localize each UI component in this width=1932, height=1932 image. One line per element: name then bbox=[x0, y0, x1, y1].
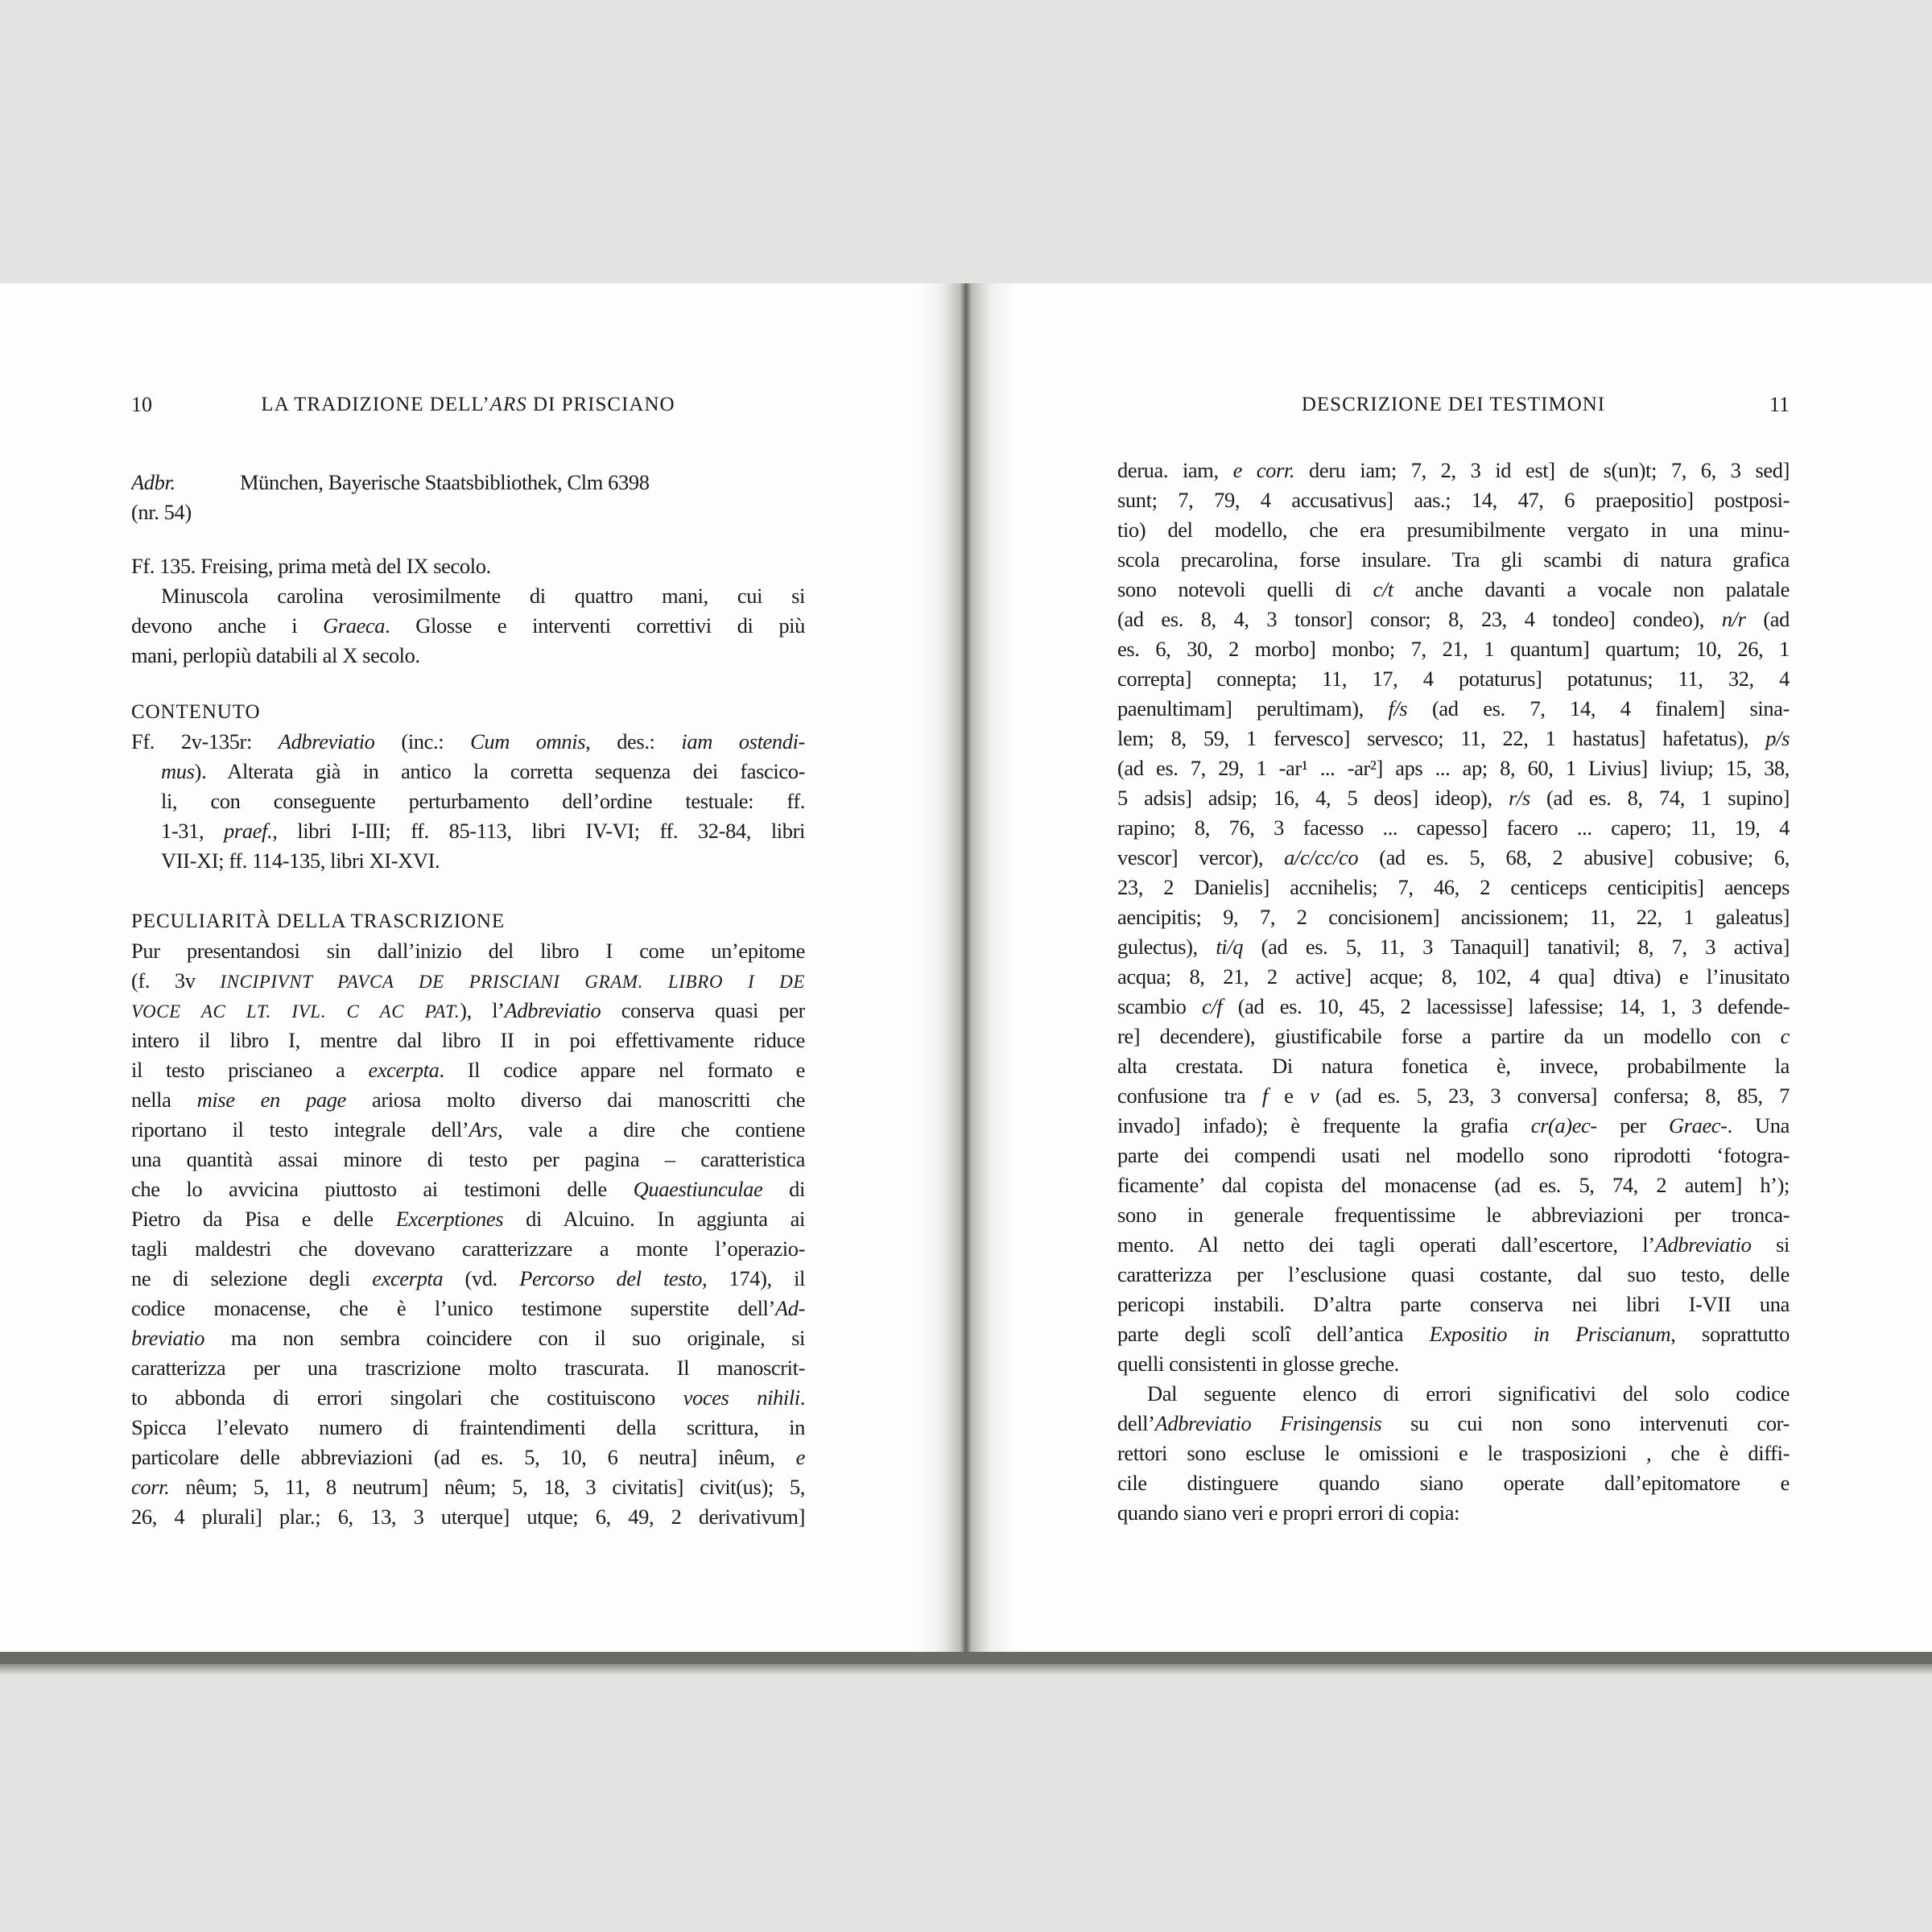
text-segment: mani, perlopiù databili al X secolo. bbox=[131, 643, 420, 667]
text-segment: derua. iam, bbox=[1117, 458, 1233, 482]
text-line bbox=[1117, 664, 1790, 694]
text-line bbox=[131, 1413, 805, 1443]
text-line bbox=[131, 846, 805, 876]
text-line bbox=[1117, 992, 1790, 1022]
text-segment: sono in generale frequentissime le abbreviazioni per tronca- bbox=[1117, 1203, 1790, 1227]
text-segment: riportano il testo integrale dell’ bbox=[131, 1117, 469, 1141]
text-line bbox=[131, 1145, 805, 1174]
text-segment: 1-31, bbox=[161, 819, 225, 843]
text-segment: (ad es. 10, 45, 2 lacessisse] lafessise; 14, 1, 3 defende- bbox=[1222, 994, 1790, 1018]
text-line bbox=[131, 1383, 805, 1413]
italic-text-segment: c/t bbox=[1373, 577, 1393, 601]
text-segment: . bbox=[799, 1385, 805, 1410]
text-line bbox=[131, 757, 805, 786]
text-segment: acqua; 8, 21, 2 active] acque; 8, 102, 4 qua] dtiva) e l’inusitato bbox=[1117, 964, 1790, 989]
text-line bbox=[131, 1115, 805, 1145]
text-segment: tio) del modello, che era presumibilmente vergato in una minu- bbox=[1117, 518, 1790, 542]
italic-text-segment: Percorso del testo bbox=[519, 1266, 703, 1290]
text-line bbox=[1117, 1022, 1790, 1051]
italic-text-segment: v bbox=[1309, 1084, 1319, 1108]
text-line bbox=[1117, 694, 1790, 724]
section-heading bbox=[131, 697, 805, 727]
text-segment: (ad es. 5, 23, 3 conversa] confersa; 8, 85, 7 bbox=[1319, 1084, 1790, 1108]
text-segment: dell’ bbox=[1117, 1411, 1155, 1435]
text-segment: gulectus), bbox=[1117, 935, 1216, 959]
text-segment: cile distinguere quando siano operate dall’epitomatore e bbox=[1117, 1471, 1790, 1495]
text-block bbox=[131, 468, 805, 527]
text-segment: invado] infado); è frequente la grafia bbox=[1117, 1113, 1531, 1137]
text-line bbox=[131, 1294, 805, 1323]
text-block bbox=[131, 906, 805, 1532]
italic-text-segment: c bbox=[1780, 1024, 1790, 1048]
text-segment: Pur presentandosi sin dall’inizio del libro I come un’epitome bbox=[131, 939, 805, 963]
text-segment: (ad es. 8, 4, 3 tonsor] consor; 8, 23, 4 tondeo] condeo), bbox=[1117, 607, 1722, 631]
text-line bbox=[1117, 1349, 1790, 1379]
text-segment: tagli maldestri che dovevano caratterizzare a monte l’operazio- bbox=[131, 1236, 805, 1261]
text-segment: nella bbox=[131, 1088, 197, 1112]
text-segment: München, Bayerische Staatsbibliothek, Clm 6398 bbox=[240, 470, 650, 494]
text-segment: 23, 2 Danielis] accnihelis; 7, 46, 2 centiceps centicipitis] aenceps bbox=[1117, 875, 1790, 899]
italic-text-segment: e bbox=[795, 1445, 805, 1469]
text-segment: Ff. 135. Freising, prima metà del IX secolo. bbox=[131, 554, 491, 578]
text-segment: correpta] connepta; 11, 17, 4 potaturus] potatunus; 11, 32, 4 bbox=[1117, 667, 1790, 691]
text-segment: aencipitis; 9, 7, 2 concisionem] ancissionem; 11, 22, 1 galeatus] bbox=[1117, 905, 1790, 929]
text-segment: (nr. 54) bbox=[131, 500, 192, 524]
text-segment: DESCRIZIONE DEI TESTIMONI bbox=[1301, 394, 1606, 415]
text-segment: Minuscola carolina verosimilmente di quattro mani, cui si bbox=[161, 584, 805, 608]
text-segment: codice monacense, che è l’unico testimone superstite dell’ bbox=[131, 1296, 775, 1320]
italic-text-segment: Adbr. bbox=[131, 470, 175, 494]
running-head-title bbox=[261, 394, 675, 415]
text-line bbox=[1117, 605, 1790, 634]
italic-text-segment: excerpta bbox=[368, 1058, 440, 1082]
section-heading bbox=[131, 906, 805, 936]
italic-text-segment: f/s bbox=[1388, 696, 1408, 720]
text-line bbox=[1117, 932, 1790, 962]
text-line bbox=[1117, 1111, 1790, 1141]
text-segment: paenultimam] perultimam), bbox=[1117, 696, 1389, 720]
text-line bbox=[131, 581, 805, 611]
text-line bbox=[131, 966, 805, 996]
text-segment: li, con conseguente perturbamento dell’ordine testuale: ff. bbox=[161, 789, 805, 813]
text-line bbox=[1117, 545, 1790, 575]
text-segment: re] decendere), giustificabile forse a partire da un modello con bbox=[1117, 1024, 1781, 1048]
page-number: 10 bbox=[131, 393, 152, 416]
text-line bbox=[1117, 783, 1790, 813]
text-line bbox=[1117, 962, 1790, 992]
text-segment: intero il libro I, mentre dal libro II in poi effettivamente riduce bbox=[131, 1028, 805, 1052]
italic-text-segment: Adbreviatio bbox=[1654, 1232, 1752, 1257]
text-segment: LA TRADIZIONE DELL’ bbox=[261, 394, 490, 415]
text-line bbox=[1117, 1379, 1790, 1409]
text-segment: anche davanti a vocale non palatale bbox=[1393, 577, 1790, 601]
italic-text-segment: mise en page bbox=[196, 1088, 346, 1112]
text-line bbox=[1117, 753, 1790, 783]
italic-text-segment: e corr. bbox=[1232, 458, 1295, 482]
text-segment: sono notevoli quelli di bbox=[1117, 577, 1373, 601]
italic-text-segment: cr(a)ec- bbox=[1530, 1113, 1597, 1137]
text-line bbox=[1117, 1319, 1790, 1349]
text-segment: Spicca l’elevato numero di fraintendimenti della scrittura, in bbox=[131, 1415, 805, 1439]
text-line bbox=[131, 727, 805, 757]
italic-text-segment: Graeca bbox=[323, 613, 386, 638]
text-segment: deru iam; 7, 2, 3 id est] de s(un)t; 7, 6, 3 sed] bbox=[1294, 458, 1790, 482]
text-segment: scola precarolina, forse insulare. Tra gli scambi di natura grafica bbox=[1117, 547, 1790, 572]
text-line bbox=[1117, 902, 1790, 932]
italic-text-segment: a/c/cc/co bbox=[1284, 845, 1359, 869]
text-segment: quando siano veri e propri errori di copia: bbox=[1117, 1501, 1460, 1525]
running-head-left bbox=[131, 390, 805, 419]
text-segment: ). Alterata già in antico la corretta sequenza dei fascico- bbox=[194, 759, 805, 783]
text-line bbox=[1117, 813, 1790, 843]
text-segment: rettori sono escluse le omissioni e le trasposizioni , che è diffi- bbox=[1117, 1441, 1790, 1465]
text-line bbox=[1117, 1439, 1790, 1468]
text-segment: . Una bbox=[1727, 1113, 1790, 1137]
text-line bbox=[1117, 1200, 1790, 1230]
text-line bbox=[1117, 1260, 1790, 1290]
text-line bbox=[1117, 1051, 1790, 1081]
text-segment: di bbox=[762, 1177, 805, 1201]
text-line bbox=[1117, 485, 1790, 515]
text-line bbox=[131, 1085, 805, 1115]
italic-text-segment: Ad- bbox=[774, 1296, 805, 1320]
text-segment: (vd. bbox=[443, 1266, 520, 1290]
text-segment: conserva quasi per bbox=[601, 998, 805, 1022]
text-segment: per bbox=[1596, 1113, 1669, 1137]
text-line bbox=[131, 1323, 805, 1353]
italic-text-segment: r/s bbox=[1508, 786, 1530, 810]
text-line bbox=[1117, 1290, 1790, 1319]
italic-text-segment: breviatio bbox=[131, 1326, 205, 1350]
italic-text-segment: Quaestiunculae bbox=[633, 1177, 763, 1201]
text-segment: (ad es. 5, 68, 2 abusive] cobusive; 6, bbox=[1358, 845, 1790, 869]
text-segment: ne di selezione degli bbox=[131, 1266, 373, 1290]
text-line bbox=[131, 468, 805, 497]
text-segment: ma non sembra coincidere con il suo originale, si bbox=[204, 1326, 805, 1350]
text-segment: una quantità assai minore di testo per pagina – caratteristica bbox=[131, 1147, 805, 1171]
text-line bbox=[1117, 1170, 1790, 1200]
text-line bbox=[1117, 456, 1790, 485]
italic-text-segment: voces nihili bbox=[683, 1385, 800, 1410]
text-segment: scambio bbox=[1117, 994, 1202, 1018]
text-line bbox=[131, 497, 805, 527]
text-segment: . Glosse e interventi correttivi di più bbox=[385, 613, 805, 638]
text-segment: (ad bbox=[1745, 607, 1790, 631]
italic-text-segment: Graec- bbox=[1668, 1113, 1728, 1137]
text-line bbox=[131, 1055, 805, 1085]
text-segment: PECULIARITÀ DELLA TRASCRIZIONE bbox=[131, 910, 506, 932]
text-segment: quelli consistenti in glosse greche. bbox=[1117, 1352, 1399, 1376]
italic-text-segment: INCIPIVNT PAVCA DE PRISCIANI GRAM. LIBRO I DE bbox=[220, 972, 805, 992]
text-segment: , vale a dire che contiene bbox=[497, 1117, 805, 1141]
text-segment: (f. 3v bbox=[131, 968, 221, 993]
text-line bbox=[131, 1026, 805, 1055]
text-line bbox=[1117, 1498, 1790, 1528]
text-line bbox=[1117, 1141, 1790, 1170]
text-segment: ), l’ bbox=[460, 998, 505, 1022]
text-segment: 26, 4 plurali] plar.; 6, 13, 3 uterque] utque; 6, 49, 2 derivativum] bbox=[131, 1505, 805, 1529]
text-line bbox=[131, 816, 805, 846]
text-segment: Ff. 2v-135r: bbox=[131, 729, 279, 753]
text-segment: caratterizza per una trascrizione molto trascurata. Il manoscrit- bbox=[131, 1356, 805, 1380]
text-segment: VII-XI; ff. 114-135, libri XI-XVI. bbox=[161, 848, 440, 873]
text-line bbox=[131, 1264, 805, 1294]
text-line bbox=[131, 936, 805, 966]
running-head-right bbox=[1117, 390, 1790, 419]
text-segment: di Alcuino. In aggiunta ai bbox=[503, 1207, 805, 1231]
text-segment: , 174), il bbox=[702, 1266, 805, 1290]
italic-text-segment: VOCE AC LT. IVL. C AC PAT. bbox=[131, 1001, 460, 1022]
italic-text-segment: p/s bbox=[1765, 726, 1790, 750]
text-segment: lem; 8, 59, 1 fervesco] servesco; 11, 22, 1 hastatus] hafetatus), bbox=[1117, 726, 1766, 750]
italic-text-segment: Expositio in Priscianum bbox=[1429, 1322, 1671, 1346]
text-line bbox=[1117, 724, 1790, 753]
text-segment: , soprattutto bbox=[1670, 1322, 1790, 1346]
text-segment: (ad es. 5, 11, 3 Tanaquil] tanativil; 8, 7, 3 activa] bbox=[1243, 935, 1790, 959]
text-segment: (ad es. 8, 74, 1 supino] bbox=[1530, 786, 1790, 810]
text-block bbox=[1117, 456, 1790, 1528]
text-segment: (ad es. 7, 14, 4 finalem] sina- bbox=[1407, 696, 1790, 720]
text-segment: parte dei compendi usati nel modello sono riprodotti ‘fotogra- bbox=[1117, 1143, 1790, 1167]
text-line bbox=[131, 996, 805, 1026]
text-line bbox=[131, 1353, 805, 1383]
text-segment: il testo priscianeo a bbox=[131, 1058, 369, 1082]
text-segment: confusione tra bbox=[1117, 1084, 1262, 1108]
text-segment: ficamente’ dal copista del monacense (ad es. 5, 74, 2 autem] h’); bbox=[1117, 1173, 1790, 1197]
text-segment: vescor] vercor), bbox=[1117, 845, 1285, 869]
text-segment: che lo avvicina piuttosto ai testimoni delle bbox=[131, 1177, 634, 1201]
text-segment: sunt; 7, 79, 4 accusativus] aas.; 14, 47, 6 praepositio] postposi- bbox=[1117, 488, 1790, 512]
text-segment: si bbox=[1751, 1232, 1790, 1257]
italic-text-segment: n/r bbox=[1721, 607, 1746, 631]
italic-text-segment: Excerptiones bbox=[395, 1207, 504, 1231]
text-segment: to abbonda di errori singolari che costituiscono bbox=[131, 1385, 683, 1410]
gutter-shadow bbox=[918, 283, 1014, 1652]
text-line bbox=[131, 1502, 805, 1532]
text-segment: es. 6, 30, 2 morbo] monbo; 7, 21, 1 quantum] quartum; 10, 26, 1 bbox=[1117, 637, 1790, 661]
text-segment: particolare delle abbreviazioni (ad es. 5, 10, 6 neutra] inêum, bbox=[131, 1445, 796, 1469]
text-line bbox=[1117, 1230, 1790, 1260]
text-segment: pericopi instabili. D’altra parte conserva nei libri I-VII una bbox=[1117, 1292, 1790, 1316]
italic-text-segment: iam ostendi- bbox=[681, 729, 805, 753]
italic-text-segment: Ars bbox=[469, 1117, 497, 1141]
text-line bbox=[131, 1204, 805, 1234]
text-segment: caratterizza per l’esclusione quasi costante, dal suo testo, delle bbox=[1117, 1262, 1790, 1286]
text-block bbox=[131, 551, 805, 671]
text-line bbox=[131, 1443, 805, 1472]
text-line bbox=[1117, 1081, 1790, 1111]
text-segment: nêum; 5, 11, 8 neutrum] nêum; 5, 18, 3 civitatis] civit(us); 5, bbox=[169, 1475, 805, 1499]
italic-text-segment: excerpta bbox=[372, 1266, 444, 1290]
italic-text-segment: Adbreviatio bbox=[278, 729, 375, 753]
text-line bbox=[131, 1234, 805, 1264]
italic-text-segment: praef. bbox=[224, 819, 273, 843]
text-line bbox=[1117, 515, 1790, 545]
page-number: 11 bbox=[1769, 393, 1790, 416]
text-segment: mento. Al netto dei tagli operati dall’escertore, l’ bbox=[1117, 1232, 1655, 1257]
italic-text-segment: ti/q bbox=[1216, 935, 1244, 959]
text-line bbox=[131, 1472, 805, 1502]
text-segment: , des.: bbox=[585, 729, 682, 753]
italic-text-segment: Adbreviatio bbox=[504, 998, 601, 1022]
text-segment: (inc.: bbox=[374, 729, 471, 753]
text-segment: DI PRISCIANO bbox=[526, 394, 675, 415]
text-segment: ariosa molto diverso dai manoscritti che bbox=[345, 1088, 805, 1112]
page-right bbox=[1117, 0, 1790, 1932]
text-line bbox=[131, 786, 805, 816]
text-line bbox=[1117, 1409, 1790, 1439]
text-segment: rapino; 8, 76, 3 facesso ... capesso] facero ... capero; 11, 19, 4 bbox=[1117, 815, 1790, 840]
text-segment: Pietro da Pisa e delle bbox=[131, 1207, 396, 1231]
italic-text-segment: Adbreviatio Frisingensis bbox=[1154, 1411, 1382, 1435]
italic-text-segment: mus bbox=[161, 759, 195, 783]
text-segment: e bbox=[1267, 1084, 1310, 1108]
italic-text-segment: ARS bbox=[489, 394, 527, 415]
italic-text-segment: f bbox=[1261, 1084, 1268, 1108]
text-segment: alta crestata. Di natura fonetica è, invece, probabilmente la bbox=[1117, 1054, 1790, 1078]
text-segment: su cui non sono intervenuti cor- bbox=[1381, 1411, 1790, 1435]
text-line bbox=[1117, 843, 1790, 873]
text-segment: CONTENUTO bbox=[131, 701, 261, 723]
text-segment: Dal seguente elenco di errori significativi del solo codice bbox=[1147, 1381, 1790, 1406]
text-segment: . Il codice appare nel formato e bbox=[439, 1058, 805, 1082]
text-block bbox=[131, 697, 805, 876]
running-head-title bbox=[1302, 394, 1605, 415]
text-line bbox=[1117, 1468, 1790, 1498]
text-segment: devono anche i bbox=[131, 613, 324, 638]
text-line bbox=[131, 1174, 805, 1204]
page-left bbox=[131, 0, 805, 1932]
text-line bbox=[1117, 873, 1790, 902]
text-line bbox=[131, 551, 805, 581]
italic-text-segment: Cum omnis bbox=[470, 729, 586, 753]
text-line bbox=[131, 611, 805, 641]
text-line bbox=[1117, 634, 1790, 664]
text-segment: 5 adsis] adsip; 16, 4, 5 deos] ideop), bbox=[1117, 786, 1509, 810]
text-segment: , libri I-III; ff. 85-113, libri IV-VI; ff. 32-84, libri bbox=[272, 819, 805, 843]
italic-text-segment: corr. bbox=[131, 1475, 170, 1499]
text-segment: parte degli scolî dell’antica bbox=[1117, 1322, 1430, 1346]
text-segment: (ad es. 7, 29, 1 -ar¹ ... -ar²] aps ... ap; 8, 60, 1 Livius] liviup; 15, 38, bbox=[1117, 756, 1790, 780]
text-line bbox=[131, 641, 805, 671]
text-line bbox=[1117, 575, 1790, 605]
italic-text-segment: c/f bbox=[1201, 994, 1223, 1018]
